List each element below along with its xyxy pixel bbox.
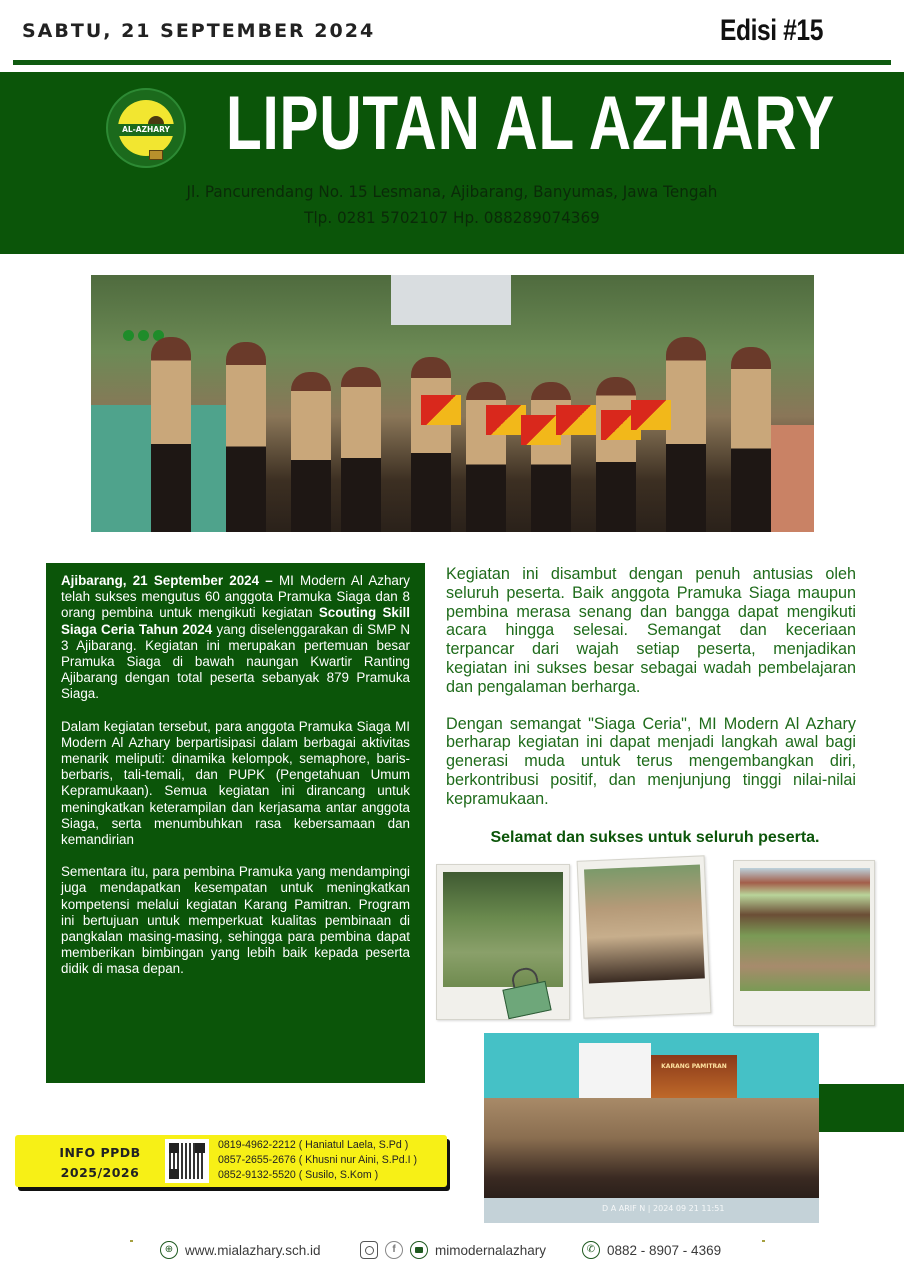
article-dateline: Ajibarang, 21 September 2024 –: [61, 573, 273, 588]
hero-group-photo: [91, 275, 814, 532]
event-name: Scouting Skill Siaga Ceria Tahun 2024: [61, 605, 410, 637]
photo-flag: [631, 400, 671, 430]
article-text: MI Modern Al Azhary telah sukses mengutus 60 anggota Pramuka Siaga dan 8 orang pembina untuk mengikuti kegiatan: [61, 573, 410, 621]
photo-person: [226, 342, 266, 532]
newsletter-title: LIPUTAN AL AZHARY: [226, 81, 836, 166]
issue-date: SABTU, 21 SEPTEMBER 2024: [22, 20, 376, 42]
school-logo: [106, 88, 186, 168]
photo-person: [596, 377, 636, 532]
footer-social[interactable]: [360, 1241, 546, 1259]
photo-image: [740, 868, 870, 991]
website-link[interactable]: www.mialazhary.sch.id: [185, 1242, 321, 1258]
globe-icon: ⊕: [160, 1241, 178, 1259]
ppdb-title-line: INFO PPDB: [59, 1145, 141, 1160]
article-text: yang diselenggarakan di SMP N 3 Ajibarang. Kegiatan ini merupakan pertemuan besar Pramuka Siaga di bawah naungan Kwartir Ranting Ajibarang dengan total peserta sebanyak 879 Pramuka Siaga.: [61, 621, 410, 702]
article-paragraph: Kegiatan ini disambut dengan penuh antusias oleh seluruh peserta. Baik anggota Pramuka Siaga maupun pembina merasa senang dan bangga dapat mengikuti acara hingga selesai. Semangat dan keceriaan terpancar dari wajah setiap peserta, menjadikan kegiatan ini sukses besar sebagai wadah pembelajaran dan pengalaman berharga.: [446, 565, 856, 696]
youtube-icon[interactable]: [410, 1241, 428, 1259]
social-handle[interactable]: mimodernalazhary: [435, 1242, 547, 1258]
closing-message: Selamat dan sukses untuk seluruh peserta.: [490, 829, 820, 846]
ppdb-info-banner: [15, 1135, 447, 1187]
polaroid-photo-circle: [733, 860, 875, 1026]
school-address: Jl. Pancurendang No. 15 Lesmana, Ajibarang, Banyumas, Jawa Tengah: [186, 182, 718, 201]
photo-person: [341, 367, 381, 532]
instagram-icon[interactable]: [360, 1241, 378, 1259]
qr-code-icon[interactable]: [165, 1139, 209, 1183]
decorative-green-block: [819, 1084, 904, 1132]
phone-icon: ✆: [582, 1241, 600, 1259]
ppdb-title: [45, 1143, 155, 1183]
logo-label: AL-AZHARY: [110, 124, 182, 136]
qr-pattern: [169, 1143, 205, 1179]
facebook-icon[interactable]: f: [385, 1241, 403, 1259]
photo-person: [291, 372, 331, 532]
photo-sky: [391, 275, 511, 325]
karang-pamitran-photo: [484, 1033, 819, 1223]
ppdb-contact: 0857-2655-2676 ( Khusni nur Aini, S.Pd.I ): [218, 1154, 418, 1166]
photo-flag: [556, 405, 596, 435]
school-phone: Tlp. 0281 5702107 Hp. 088289074369: [304, 208, 600, 227]
article-paragraph: Dengan semangat "Siaga Ceria", MI Modern Al Azhary berharap kegiatan ini dapat menjadi langkah awal bagi generasi muda untuk terus mengembangkan diri, berkontribusi positif, dan menjunjung tinggi nilai-nilai kepramukaan.: [446, 714, 856, 808]
header-rule: [13, 60, 891, 65]
ppdb-contact-list: [218, 1138, 417, 1183]
photo-person: [731, 347, 771, 532]
article-paragraph: Sementara itu, para pembina Pramuka yang mendampingi juga mendapatkan kesempatan untuk meningkatkan kompetensi melalui kegiatan Karang Pamitran. Program ini bertujuan untuk memperkuat kualitas pembinaan di pangkalan masing-masing, sehingga para pembina dapat memberikan bimbingan yang lebih baik kepada peserta didik di masa depan.: [61, 864, 410, 977]
photo-timestamp: D A ARIF N | 2024 09 21 11:51: [602, 1204, 725, 1213]
photo-crowd: [484, 1098, 819, 1198]
article-paragraph: [61, 573, 410, 703]
photo-whiteboard: [579, 1043, 651, 1098]
banner-text: KARANG PAMITRAN: [661, 1063, 727, 1070]
ppdb-year: 2025/2026: [60, 1165, 140, 1180]
footer-website[interactable]: [160, 1241, 321, 1259]
photo-person: [666, 337, 706, 532]
ppdb-contact: 0852-9132-5520 ( Susilo, S.Kom ): [218, 1169, 379, 1181]
book-icon: [149, 150, 163, 160]
article-left-body: [61, 573, 410, 994]
photo-image: [443, 872, 563, 987]
photo-banner: [651, 1055, 737, 1099]
photo-flag: [486, 405, 526, 435]
photo-person: [151, 337, 191, 532]
polaroid-photo-students: [577, 855, 712, 1018]
edition-number: Edisi #15: [720, 14, 823, 47]
article-paragraph: Dalam kegiatan tersebut, para anggota Pramuka Siaga MI Modern Al Azhary berpartisipasi dalam berbagai aktivitas menarik meliputi: dinamika kelompok, semaphore, baris-berbaris, tali-temali, dan PUPK (Pengetahuan Umum Kepramukaan). Semua kegiatan ini dirancang untuk meningkatkan keterampilan dan kerjasama antar anggota Siaga, serta menumbuhkan rasa kebersamaan dan kemandirian: [61, 718, 410, 848]
footer-contacts: [0, 1238, 904, 1264]
phone-number[interactable]: 0882 - 8907 - 4369: [607, 1242, 722, 1258]
footer-phone[interactable]: [582, 1241, 721, 1259]
photo-person: [411, 357, 451, 532]
article-right-body: [446, 565, 856, 827]
photo-flag: [421, 395, 461, 425]
ppdb-contact: 0819-4962-2212 ( Haniatul Laela, S.Pd ): [218, 1139, 409, 1151]
photo-image: [584, 864, 705, 983]
photo-flag: [521, 415, 561, 445]
